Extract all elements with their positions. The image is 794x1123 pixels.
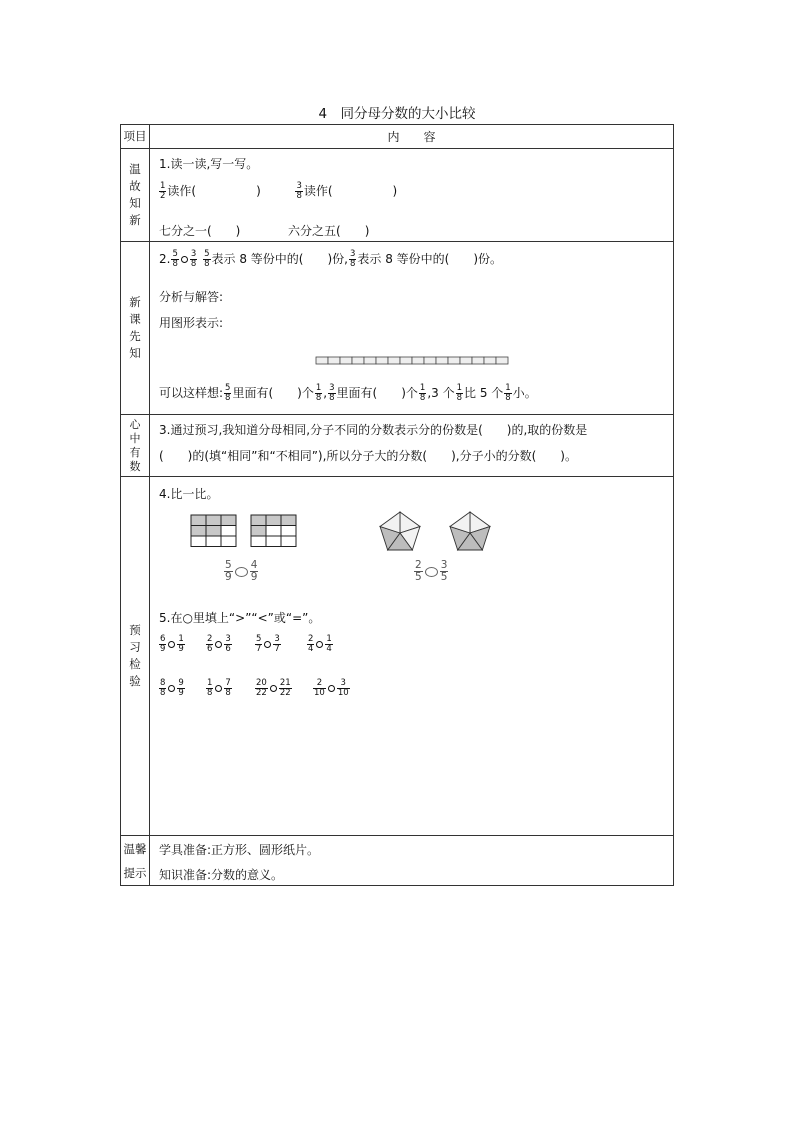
q5-item [205, 679, 233, 698]
bar-cell [400, 357, 412, 364]
grid-cell [266, 526, 281, 537]
tip-knowledge: 知识准备:分数的意义。 [159, 868, 284, 882]
bar-cell [364, 357, 376, 364]
tip-tools: 学具准备:正方形、圆形纸片。 [159, 843, 320, 857]
grid-cell [221, 526, 236, 537]
tips-label-2: 提示 [123, 865, 147, 880]
fraction: $\frac{3}{5}$ [440, 559, 448, 583]
grid-cell [191, 536, 206, 547]
preview-label [121, 477, 150, 836]
mind-line-2: ( )的(填“相同”和“不相同”),所以分子大的分数( ),分子小的分数( )。 [159, 449, 577, 463]
compare-circle[interactable] [181, 256, 188, 263]
label-char: 知 [129, 196, 141, 210]
compare-circle[interactable] [264, 641, 271, 648]
label-char: 温 [129, 162, 141, 176]
q2-mid: 表示 8 等份中的( )份, [211, 252, 348, 266]
fraction: $\frac{20}{22}$ [256, 678, 267, 698]
bar-cell [496, 357, 508, 364]
fraction: $\frac{5}{8}$ [204, 249, 210, 269]
q4-text: 4.比一比。 [159, 487, 219, 501]
bar-cell [328, 357, 340, 364]
fraction: $\frac{5}{9}$ [225, 559, 232, 583]
mind-row [121, 415, 674, 477]
fraction: $\frac{1}{8}$ [207, 678, 213, 698]
page-title: 4 同分母分数的大小比较 [318, 106, 476, 122]
grid-cell [191, 515, 206, 526]
q5-item [158, 679, 186, 698]
fraction: $\frac{5}{7}$ [256, 634, 262, 654]
review-content [150, 149, 674, 242]
graph-text: 用图形表示: [159, 316, 224, 330]
bar-cell [316, 357, 328, 364]
bar-cell [376, 357, 388, 364]
compare-a [223, 560, 259, 583]
write-blank: 六分之五( ) [288, 224, 370, 238]
grid-cell [206, 526, 221, 537]
fraction: $\frac{3}{8}$ [190, 249, 197, 269]
grid-figures [190, 514, 298, 548]
fraction: $\frac{1}{8}$ [505, 383, 511, 403]
header-item: 项目 [121, 125, 150, 149]
q2-end: 表示 8 等份中的( )份。 [357, 252, 503, 266]
fraction: $\frac{2}{10}$ [314, 678, 325, 698]
header-content: 内 容 [150, 125, 674, 149]
preview-content [150, 477, 674, 836]
grid-cell [266, 536, 281, 547]
label-char: 新 [129, 295, 141, 309]
header-row [121, 125, 674, 149]
fraction: $\frac{1}{4}$ [326, 634, 332, 654]
grid-cell [206, 536, 221, 547]
label-char: 知 [129, 346, 141, 360]
q2-line: 2. $\frac{5}{8}$ $\frac{3}{8}$ $\frac{5}{8}$ 表示 8 等份中的( )份, $\frac{3}{8}$ 表示 8 等份中的( )份。 [159, 249, 503, 269]
compare-circle[interactable] [328, 685, 335, 692]
pentagon-figures [372, 511, 502, 553]
write-blank: 七分之一( ) [159, 224, 241, 238]
compare-circle[interactable] [425, 567, 438, 577]
analysis-text: 分析与解答: [159, 290, 224, 304]
compare-circle[interactable] [316, 641, 323, 648]
newlesson-content [150, 242, 674, 415]
compare-circle[interactable] [270, 685, 277, 692]
bar-cell [436, 357, 448, 364]
fraction: $\frac{5}{8}$ [225, 383, 231, 403]
label-char: 检 [129, 657, 141, 671]
bar-cell [448, 357, 460, 364]
bar-cell [460, 357, 472, 364]
label-char: 心 [129, 417, 141, 431]
q5-item [254, 679, 293, 698]
fraction: $\frac{3}{8}$ [350, 249, 356, 269]
fraction: $\frac{4}{9}$ [250, 559, 258, 583]
grid-cell [221, 536, 236, 547]
grid-cell [221, 515, 236, 526]
fraction: $\frac{1}{8}$ [315, 383, 322, 403]
tips-row [121, 836, 674, 886]
grid-cell [251, 526, 266, 537]
mind-label [121, 415, 150, 477]
worksheet-table [120, 124, 674, 886]
bar-cell [388, 357, 400, 364]
q1-write-line [159, 222, 369, 239]
label-char: 预 [129, 623, 141, 637]
label-char: 中 [129, 431, 141, 445]
fraction: $\frac{5}{8}$ [172, 249, 178, 269]
mind-content [150, 415, 674, 477]
label-char: 有 [129, 445, 141, 459]
read-blank: 读作( ) [167, 184, 261, 198]
newlesson-row [121, 242, 674, 415]
grid-cell [191, 526, 206, 537]
fraction: $\frac{3}{6}$ [225, 634, 231, 654]
fraction: $\frac{3}{7}$ [274, 634, 280, 654]
q5-item [306, 635, 334, 654]
fraction: $\frac{3}{8}$ [296, 181, 302, 201]
q5-item [254, 635, 282, 654]
fraction: $\frac{9}{9}$ [178, 678, 184, 698]
bar-cell [424, 357, 436, 364]
grid-cell [251, 536, 266, 547]
fraction: $\frac{7}{8}$ [225, 678, 231, 698]
fraction: $\frac{21}{22}$ [279, 678, 291, 698]
grid-cell [266, 515, 281, 526]
bar-cell [340, 357, 352, 364]
fraction: $\frac{1}{8}$ [456, 383, 463, 403]
grid-cell [206, 515, 221, 526]
label-char: 先 [129, 329, 141, 343]
q5-item [205, 635, 233, 654]
grid-cell [281, 526, 296, 537]
label-char: 验 [129, 674, 141, 688]
newlesson-label [121, 242, 150, 415]
compare-circle[interactable] [235, 567, 248, 577]
fraction: $\frac{1}{8}$ [419, 383, 426, 403]
review-row [121, 149, 674, 242]
q5-text: 5.在○里填上“>”“<”或“=”。 [159, 611, 321, 625]
preview-row [121, 477, 674, 836]
compare-circle[interactable] [168, 685, 175, 692]
think-line: 可以这样想: $\frac{5}{8}$ 里面有( )个 $\frac{1}{8}$ , $\frac{3}{8}$ 里面有( )个 $\frac{1}{8}$ ,3 个 $\frac{1}{8}$ 比 5 个 $\frac{1}{8}$ 小。 [159, 383, 537, 403]
compare-circle[interactable] [215, 685, 222, 692]
mind-line-1: 3.通过预习,我知道分母相同,分子不同的分数表示分的份数是( )的,取的份数是 [159, 423, 588, 437]
tips-label [121, 836, 150, 886]
bar-cell [352, 357, 364, 364]
label-char: 新 [129, 213, 141, 227]
fraction: $\frac{1}{2}$ [160, 181, 166, 201]
grid-cell [251, 515, 266, 526]
bar-cell [484, 357, 496, 364]
bar-cell [412, 357, 424, 364]
q1-read-line [158, 182, 397, 201]
fraction: $\frac{6}{9}$ [160, 634, 166, 654]
grid-cell [281, 536, 296, 547]
compare-circle[interactable] [215, 641, 222, 648]
bar-cell [472, 357, 484, 364]
fraction: $\frac{2}{6}$ [207, 634, 213, 654]
tips-label-1: 温馨 [123, 841, 147, 856]
review-label [121, 149, 150, 242]
compare-b [413, 560, 449, 583]
label-char: 课 [129, 312, 141, 326]
q5-item [158, 635, 186, 654]
fraction: $\frac{8}{8}$ [160, 678, 166, 698]
q1-text: 1.读一读,写一写。 [159, 157, 259, 171]
fraction: $\frac{3}{8}$ [329, 383, 335, 403]
fraction: $\frac{2}{5}$ [415, 559, 422, 583]
read-blank: 读作( ) [303, 184, 398, 198]
label-char: 故 [129, 179, 141, 193]
compare-circle[interactable] [168, 641, 175, 648]
fraction-bar [315, 356, 511, 366]
fraction: $\frac{2}{4}$ [308, 634, 314, 654]
tips-content [150, 836, 674, 886]
fraction: $\frac{3}{10}$ [337, 678, 349, 698]
label-char: 习 [129, 640, 141, 654]
q5-item [312, 679, 351, 698]
fraction: $\frac{1}{9}$ [178, 634, 184, 654]
grid-cell [281, 515, 296, 526]
label-char: 数 [129, 459, 141, 473]
